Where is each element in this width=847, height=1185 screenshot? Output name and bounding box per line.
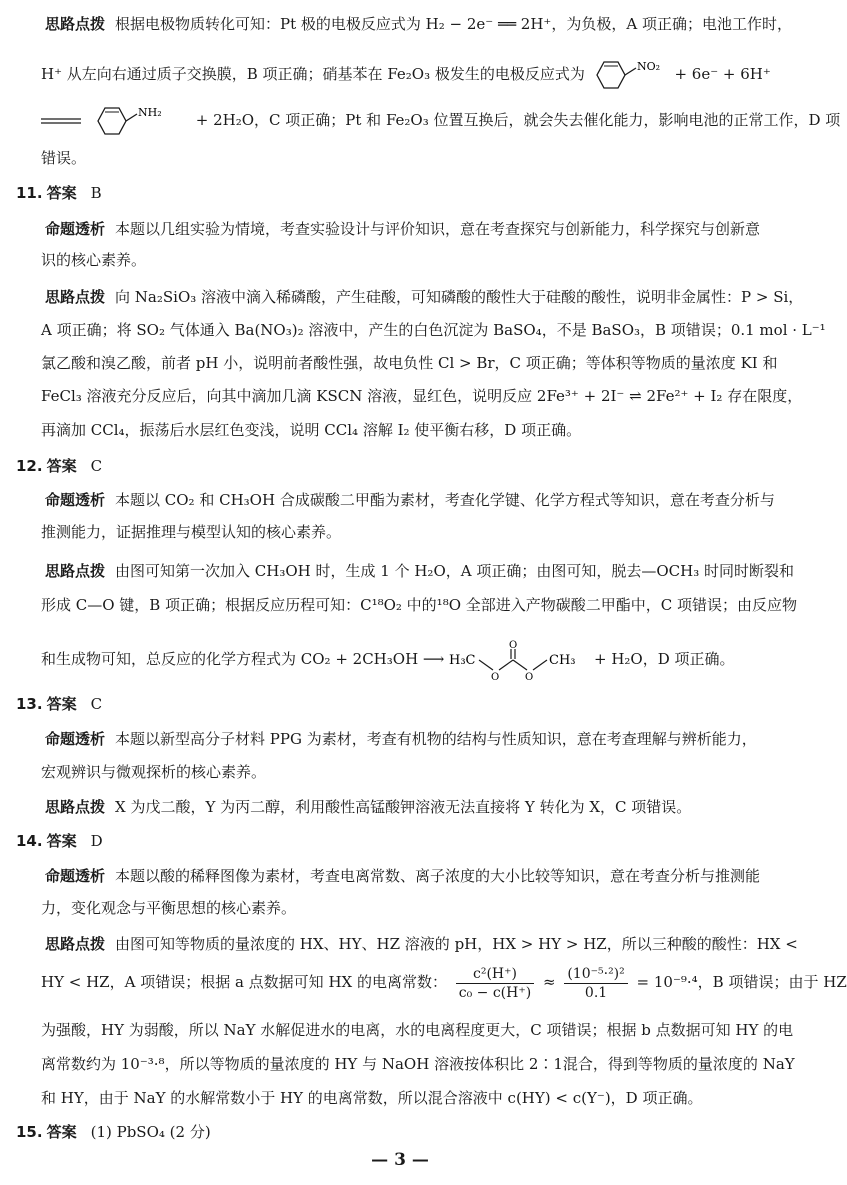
page-number: — 3 — [371, 1150, 429, 1170]
q10-tip-line-2: H⁺ 从左向右通过质子交换膜，B 项正确；硝基苯在 Fe₂O₃ 极发生的电极反应式为 NO₂ + 6e⁻ + 6H⁺ [41, 58, 781, 92]
q14-tip-line-1: 思路点拨 由图可知等物质的量浓度的 HX、HY、HZ 溶液的 pH，HX > HY > HZ，所以三种酸的酸性：HX < [45, 935, 798, 953]
q11-tip-line-1: 思路点拨 向 Na₂SiO₃ 溶液中滴入稀磷酸，产生硅酸，可知磷酸的酸性大于硅酸的酸性，说明非金属性：P > Si， [45, 288, 804, 306]
nitrobenzene-structure [590, 58, 670, 92]
ka-formula-fraction: $\frac{\text{c²(H⁺)}}{\text{c₀ − c(H⁺)}}$ [456, 965, 534, 1002]
aniline-structure [41, 104, 191, 138]
q12-tip-line-2: 形成 C—O 键，B 项正确；根据反应历程可知：C¹⁸O₂ 中的¹⁸O 全部进入产物碳酸二甲酯中，C 项错误；由反应物 [41, 596, 798, 614]
q14-answer: 14. 答案 D [16, 832, 103, 850]
q13-answer: 13. 答案 C [16, 695, 103, 713]
q12-answer: 12. 答案 C [16, 457, 103, 475]
ka-value-fraction: $\frac{\text{(10⁻⁵·²)²}}{0.1}$ [564, 965, 627, 1002]
q10-tip-line-3: NH₂ + 2H₂O，C 项正确；Pt 和 Fe₂O₃ 位置互换后，就会失去催化能力，影响电池的正常工作，D 项 [41, 104, 781, 138]
no2-group: NO₂ [636, 60, 660, 73]
q14-analysis-line-1: 命题透析 本题以酸的稀释图像为素材，考查电离常数、离子浓度的大小比较等知识，意在考查分析与推测能 [45, 867, 761, 885]
carbonyl-oxygen: O [509, 640, 518, 651]
tip-label: 思路点拨 [45, 15, 106, 33]
q12-analysis-line-1: 命题透析 本题以 CO₂ 和 CH₃OH 合成碳酸二甲酯为素材，考查化学键、化学方程式等知识，意在考查分析与 [45, 491, 775, 509]
q14-analysis-line-2: 力，变化观念与平衡思想的核心素养。 [41, 899, 297, 917]
ester-oxygen-right: O [525, 672, 534, 683]
q10-tip-line-4: 错误。 [41, 149, 87, 167]
q12-tip-line-1: 思路点拨 由图可知第一次加入 CH₃OH 时，生成 1 个 H₂O，A 项正确；由图可知，脱去—OCH₃ 时同时断裂和 [45, 562, 794, 580]
q10-tip-line-1: 思路点拨 根据电极物质转化可知：Pt 极的电极反应式为 H₂ − 2e⁻ ══ 2H⁺，为负极，A 项正确；电池工作时， [45, 15, 792, 33]
q11-answer: 11. 答案 B [16, 184, 102, 202]
q13-tip-line-1: 思路点拨 X 为戊二酸，Y 为丙二醇，利用酸性高锰酸钾溶液无法直接将 Y 转化为 X，C 项错误。 [45, 798, 692, 816]
q14-tip-line-5: 和 HY，由于 NaY 的水解常数小于 HY 的电离常数，所以混合溶液中 c(HY) < c(Y⁻)，D 项正确。 [41, 1089, 703, 1107]
q11-analysis-line-2: 识的核心素养。 [41, 251, 147, 269]
q11-analysis-line-1: 命题透析 本题以几组实验为情境，考查实验设计与评价知识，意在考查探究与创新能力，科学探究与创新意 [45, 220, 761, 238]
q12-tip-line-3: 和生成物可知，总反应的化学方程式为 CO₂ + 2CH₃OH ⟶ H₃C O O O CH₃ + H₂O，D 项正确。 [41, 640, 735, 683]
q12-analysis-line-2: 推测能力，证据推理与模型认知的核心素养。 [41, 523, 342, 541]
q15-answer: 15. 答案 (1) PbSO₄ (2 分) [16, 1123, 211, 1141]
nh2-group: NH₂ [138, 106, 162, 119]
q13-analysis-line-2: 宏观辨识与微观探析的核心素养。 [41, 763, 267, 781]
q11-tip-line-2: A 项正确；将 SO₂ 气体通入 Ba(NO₃)₂ 溶液中，产生的白色沉淀为 BaSO₄，不是 BaSO₃，B 项错误；0.1 mol · L⁻¹ [41, 321, 826, 339]
ch3-group: CH₃ [549, 653, 576, 668]
q14-tip-line-4: 离常数约为 10⁻³·⁸，所以等物质的量浓度的 HY 与 NaOH 溶液按体积比 2∶1混合，得到等物质的量浓度的 NaY [41, 1055, 795, 1073]
q11-tip-line-3: 氯乙酸和溴乙酸，前者 pH 小，说明前者酸性强，故电负性 Cl > Br，C 项正确；等体积等物质的量浓度 KI 和 [41, 354, 778, 372]
q11-tip-line-5: 再滴加 CCl₄，振荡后水层红色变浅，说明 CCl₄ 溶解 I₂ 使平衡右移，D 项正确。 [41, 421, 582, 439]
h3c-group: H₃C [449, 653, 476, 668]
q14-tip-line-2: HY < HZ，A 项错误；根据 a 点数据可知 HX 的电离常数： $\frac{\text{c²(H⁺)}}{\text{c₀ − c(H⁺)}}$ ≈ $\frac{\text{(10⁻⁵·²)²}}{0.1}$ = 10⁻⁹·⁴，B 项错误；由于 HZ [41, 965, 847, 1001]
dimethyl-carbonate-structure [449, 640, 589, 683]
ester-oxygen-left: O [491, 672, 500, 683]
q11-tip-line-4: FeCl₃ 溶液充分反应后，向其中滴加几滴 KSCN 溶液，显红色，说明反应 2Fe³⁺ + 2I⁻ ⇌ 2Fe²⁺ + I₂ 存在限度， [41, 387, 803, 405]
q13-analysis-line-1: 命题透析 本题以新型高分子材料 PPG 为素材，考查有机物的结构与性质知识，意在考查理解与辨析能力， [45, 730, 757, 748]
q14-tip-line-3: 为强酸，HY 为弱酸，所以 NaY 水解促进水的电离，水的电离程度更大，C 项错误；根据 b 点数据可知 HY 的电 [41, 1021, 794, 1039]
